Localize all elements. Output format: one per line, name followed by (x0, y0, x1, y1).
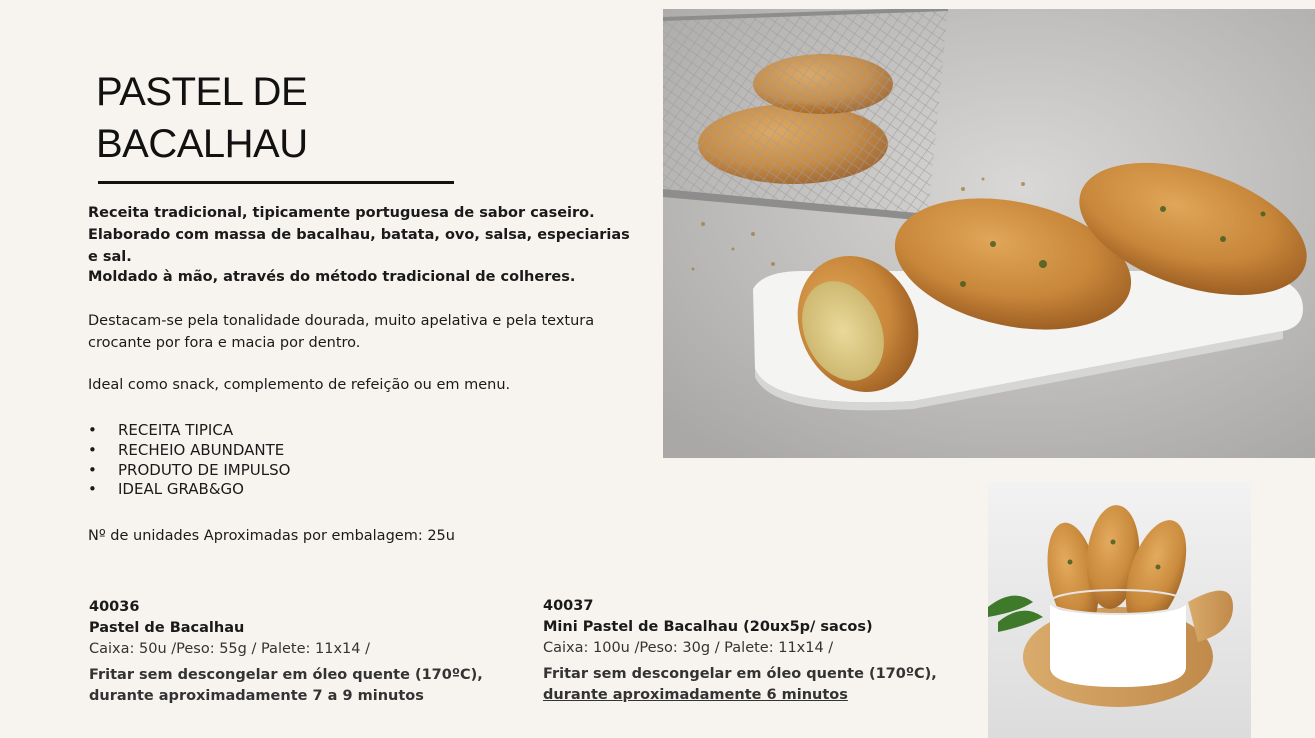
frying-instructions-line-1: Fritar sem descongelar em óleo quente (170ºC), (543, 666, 937, 682)
product-block-40037 (543, 596, 937, 706)
product-packaging: Caixa: 50u /Peso: 55g / Palete: 11x14 / (89, 641, 370, 657)
product-photo-bowl (988, 482, 1251, 738)
frying-instructions-line-2: durante aproximadamente 6 minutos (543, 687, 848, 703)
feature-item: • RECHEIO ABUNDANTE (88, 441, 290, 461)
frying-instructions-line-2: durante aproximadamente 7 a 9 minutos (89, 688, 424, 704)
feature-item: • IDEAL GRAB&GO (88, 480, 290, 500)
description-paragraph-4: Ideal como snack, complemento de refeição ou em menu. (88, 377, 511, 393)
description-paragraph-1: Receita tradicional, tipicamente portuguesa de sabor caseiro. Elaborado com massa de bacalhau, batata, ovo, salsa, especiarias e sal. (88, 205, 630, 265)
units-note: Nº de unidades Aproximadas por embalagem: 25u (88, 528, 455, 544)
feature-list (88, 421, 290, 500)
product-photo-main (663, 9, 1315, 458)
title-line-2: BACALHAU (96, 122, 308, 166)
product-packaging: Caixa: 100u /Peso: 30g / Palete: 11x14 / (543, 640, 834, 656)
description-paragraph-2: Moldado à mão, através do método tradicional de colheres. (88, 269, 576, 285)
description-paragraph-3: Destacam-se pela tonalidade dourada, muito apelativa e pela textura crocante por fora e macia por dentro. (88, 313, 595, 351)
title-underline-divider (98, 181, 454, 184)
frying-instructions-line-1: Fritar sem descongelar em óleo quente (170ºC), (89, 667, 483, 683)
feature-item: • PRODUTO DE IMPULSO (88, 461, 290, 481)
product-block-40036 (89, 597, 483, 707)
page-title (96, 66, 308, 170)
product-name: Pastel de Bacalhau (89, 620, 245, 636)
product-code: 40036 (89, 599, 140, 615)
title-line-1: PASTEL DE (96, 70, 308, 114)
feature-item: • RECEITA TIPICA (88, 421, 290, 441)
product-code: 40037 (543, 598, 594, 614)
product-name: Mini Pastel de Bacalhau (20ux5p/ sacos) (543, 619, 873, 635)
